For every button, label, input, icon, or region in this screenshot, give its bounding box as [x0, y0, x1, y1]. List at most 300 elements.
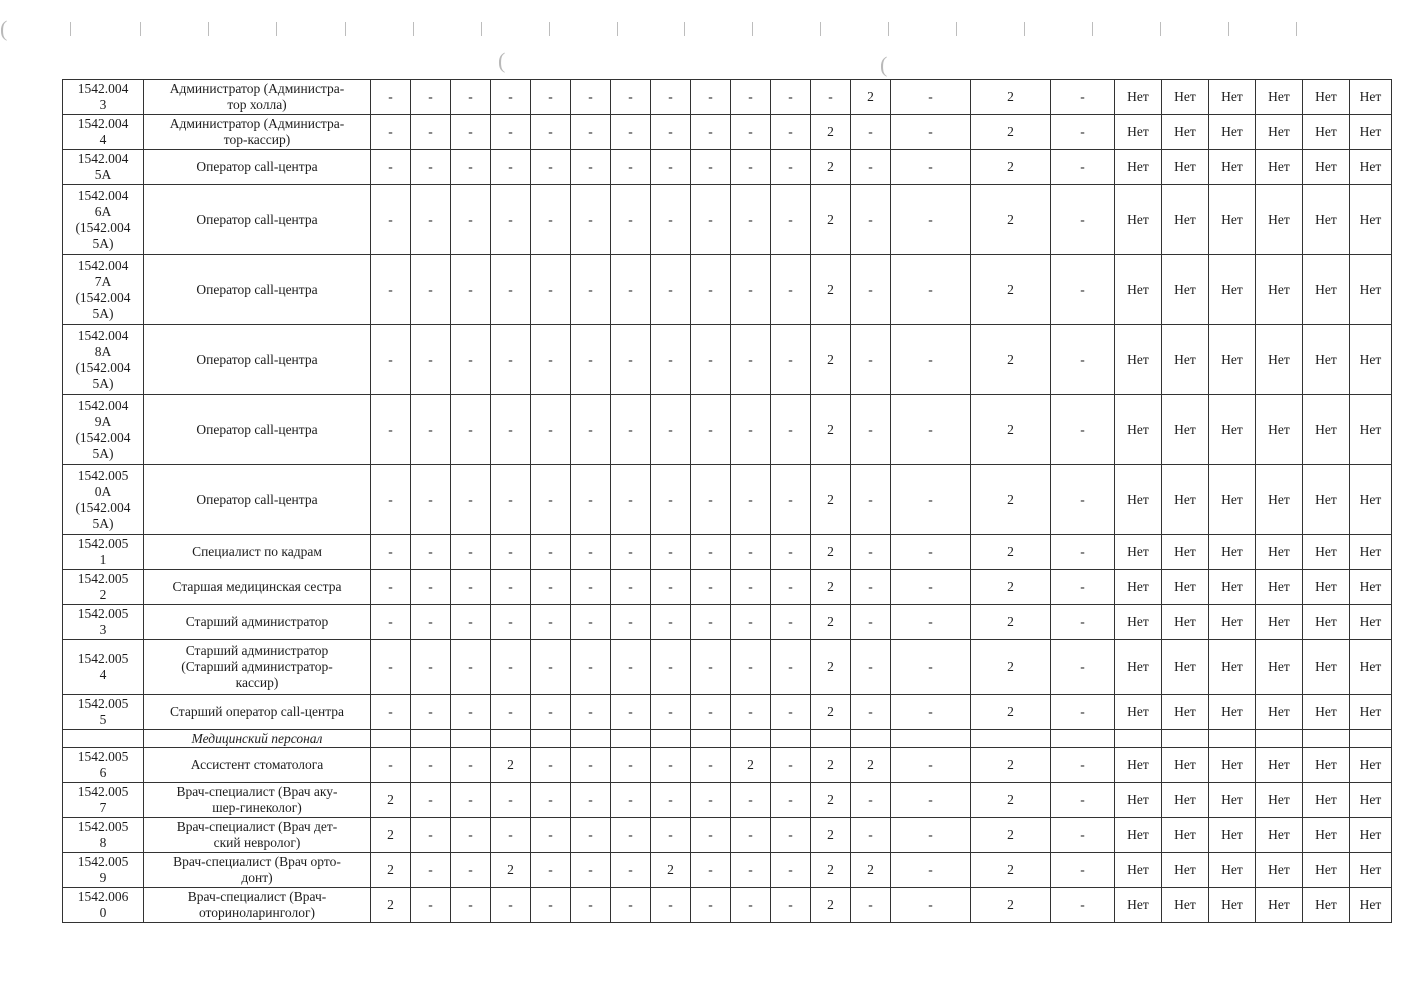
table-cell: - — [411, 853, 451, 888]
table-cell: Нет — [1303, 80, 1350, 115]
table-cell: 2 — [811, 818, 851, 853]
table-cell: - — [491, 640, 531, 695]
table-cell: 2 — [811, 695, 851, 730]
table-cell: - — [451, 783, 491, 818]
table-cell: - — [691, 395, 731, 465]
table-cell: - — [571, 115, 611, 150]
position-name: Старший администратор — [144, 605, 371, 640]
table-cell: Нет — [1303, 640, 1350, 695]
table-row — [63, 115, 1392, 150]
table-cell: - — [451, 853, 491, 888]
table-cell: - — [1051, 748, 1115, 783]
table-row — [63, 395, 1392, 465]
table-cell: - — [891, 255, 971, 325]
table-cell: - — [411, 150, 451, 185]
empty-cell — [1162, 730, 1209, 748]
positions-table — [62, 79, 1392, 923]
table-cell: - — [1051, 395, 1115, 465]
table-cell: - — [491, 80, 531, 115]
table-cell: - — [731, 818, 771, 853]
table-cell: - — [891, 640, 971, 695]
table-cell: - — [771, 783, 811, 818]
table-cell: - — [411, 748, 451, 783]
table-cell: - — [851, 150, 891, 185]
empty-cell — [1209, 730, 1256, 748]
table-cell: - — [731, 605, 771, 640]
position-code: 1542.004 4 — [63, 115, 144, 150]
table-cell: - — [371, 605, 411, 640]
table-cell: - — [531, 150, 571, 185]
table-cell: Нет — [1162, 395, 1209, 465]
table-cell: - — [491, 150, 531, 185]
section-title: Медицинский персонал — [144, 730, 371, 748]
table-cell: - — [731, 255, 771, 325]
table-cell: - — [691, 605, 731, 640]
table-cell: 2 — [811, 185, 851, 255]
table-cell: - — [451, 255, 491, 325]
table-cell: Нет — [1115, 185, 1162, 255]
table-cell: - — [371, 640, 411, 695]
table-cell: Нет — [1350, 465, 1392, 535]
table-cell: Нет — [1162, 888, 1209, 923]
table-cell: Нет — [1256, 150, 1303, 185]
table-cell: - — [451, 115, 491, 150]
table-cell: 2 — [811, 853, 851, 888]
scan-mark — [140, 22, 141, 36]
table-cell: - — [371, 255, 411, 325]
table-cell: - — [371, 115, 411, 150]
table-cell: - — [611, 888, 651, 923]
table-cell: - — [491, 695, 531, 730]
table-cell: - — [1051, 255, 1115, 325]
table-cell: - — [371, 80, 411, 115]
table-cell: - — [411, 695, 451, 730]
table-cell: Нет — [1256, 185, 1303, 255]
table-cell: - — [611, 853, 651, 888]
table-cell: - — [691, 535, 731, 570]
table-cell: 2 — [371, 853, 411, 888]
table-cell: - — [651, 605, 691, 640]
table-cell: - — [451, 535, 491, 570]
position-name: Оператор call-центра — [144, 255, 371, 325]
table-cell: 2 — [971, 255, 1051, 325]
position-code: 1542.006 0 — [63, 888, 144, 923]
table-row — [63, 695, 1392, 730]
table-cell: - — [611, 570, 651, 605]
position-name: Оператор call-центра — [144, 325, 371, 395]
position-name: Оператор call-центра — [144, 150, 371, 185]
scan-mark — [413, 22, 414, 36]
position-name: Старший администратор (Старший администратор- кассир) — [144, 640, 371, 695]
table-cell: Нет — [1303, 465, 1350, 535]
table-cell: - — [811, 80, 851, 115]
table-cell: Нет — [1209, 888, 1256, 923]
table-cell: - — [771, 465, 811, 535]
position-code: 1542.005 0А (1542.004 5А) — [63, 465, 144, 535]
table-cell: - — [411, 640, 451, 695]
table-cell: - — [571, 888, 611, 923]
table-cell: Нет — [1162, 255, 1209, 325]
table-cell: Нет — [1256, 535, 1303, 570]
table-cell: - — [371, 465, 411, 535]
table-cell: - — [571, 150, 611, 185]
table-cell: 2 — [971, 695, 1051, 730]
table-cell: Нет — [1303, 783, 1350, 818]
scan-mark — [617, 22, 618, 36]
table-row — [63, 888, 1392, 923]
table-cell: Нет — [1256, 818, 1303, 853]
position-code: 1542.005 8 — [63, 818, 144, 853]
table-cell: - — [571, 465, 611, 535]
table-cell: - — [691, 695, 731, 730]
position-name: Старший оператор call-центра — [144, 695, 371, 730]
table-cell: Нет — [1209, 465, 1256, 535]
table-cell: - — [731, 535, 771, 570]
table-cell: - — [531, 465, 571, 535]
table-cell: - — [531, 570, 571, 605]
table-cell: Нет — [1209, 325, 1256, 395]
table-cell: - — [611, 185, 651, 255]
table-cell: Нет — [1209, 150, 1256, 185]
table-cell: - — [531, 255, 571, 325]
table-cell: - — [771, 150, 811, 185]
table-cell: 2 — [811, 325, 851, 395]
table-cell: 2 — [971, 115, 1051, 150]
empty-cell — [771, 730, 811, 748]
scan-mark — [481, 22, 482, 36]
table-cell: - — [571, 640, 611, 695]
table-cell: - — [891, 185, 971, 255]
table-cell: Нет — [1350, 695, 1392, 730]
table-cell: Нет — [1209, 535, 1256, 570]
table-cell: - — [851, 535, 891, 570]
table-cell: - — [731, 695, 771, 730]
table-cell: - — [771, 570, 811, 605]
table-cell: Нет — [1115, 818, 1162, 853]
scan-mark — [1228, 22, 1229, 36]
table-cell: Нет — [1209, 255, 1256, 325]
table-cell: - — [771, 640, 811, 695]
table-cell: 2 — [811, 115, 851, 150]
table-cell: - — [651, 80, 691, 115]
table-cell: Нет — [1115, 605, 1162, 640]
table-cell: - — [851, 888, 891, 923]
table-cell: - — [571, 535, 611, 570]
position-code: 1542.005 4 — [63, 640, 144, 695]
table-cell: - — [611, 695, 651, 730]
empty-cell — [731, 730, 771, 748]
table-cell: Нет — [1162, 535, 1209, 570]
position-name: Ассистент стоматолога — [144, 748, 371, 783]
table-cell: 2 — [851, 748, 891, 783]
table-cell: - — [451, 605, 491, 640]
scan-edge-marks — [0, 16, 1403, 77]
table-cell: 2 — [971, 888, 1051, 923]
scan-mark — [70, 22, 71, 36]
table-cell: - — [891, 818, 971, 853]
scan-mark — [888, 22, 889, 36]
table-cell: - — [1051, 115, 1115, 150]
table-row — [63, 605, 1392, 640]
table-cell: - — [531, 80, 571, 115]
table-cell: - — [691, 465, 731, 535]
table-cell: - — [691, 255, 731, 325]
table-cell: Нет — [1162, 640, 1209, 695]
table-cell: Нет — [1350, 853, 1392, 888]
table-cell: - — [571, 325, 611, 395]
position-code: 1542.004 6А (1542.004 5А) — [63, 185, 144, 255]
table-cell: Нет — [1115, 325, 1162, 395]
table-cell: - — [531, 853, 571, 888]
table-cell: - — [771, 395, 811, 465]
table-cell: - — [851, 640, 891, 695]
table-cell: - — [771, 605, 811, 640]
table-cell: - — [651, 115, 691, 150]
table-cell: - — [731, 185, 771, 255]
table-cell: Нет — [1350, 640, 1392, 695]
table-cell: - — [771, 695, 811, 730]
table-cell: - — [651, 535, 691, 570]
table-cell: Нет — [1162, 853, 1209, 888]
table-cell: 2 — [971, 395, 1051, 465]
table-cell: - — [731, 888, 771, 923]
position-name: Администратор (Администра- тор холла) — [144, 80, 371, 115]
table-cell: - — [851, 818, 891, 853]
table-cell: - — [651, 888, 691, 923]
position-name: Врач-специалист (Врач орто- донт) — [144, 853, 371, 888]
table-cell: Нет — [1256, 325, 1303, 395]
table-cell: - — [691, 748, 731, 783]
table-cell: - — [771, 888, 811, 923]
table-cell: - — [451, 748, 491, 783]
table-cell: Нет — [1115, 395, 1162, 465]
table-cell: - — [691, 80, 731, 115]
empty-cell — [63, 730, 144, 748]
table-cell: - — [371, 748, 411, 783]
table-cell: Нет — [1256, 395, 1303, 465]
table-cell: Нет — [1209, 115, 1256, 150]
table-cell: Нет — [1350, 255, 1392, 325]
table-cell: - — [531, 783, 571, 818]
table-cell: Нет — [1350, 150, 1392, 185]
table-cell: - — [491, 535, 531, 570]
table-cell: - — [1051, 570, 1115, 605]
table-row — [63, 465, 1392, 535]
table-cell: - — [371, 325, 411, 395]
table-cell: - — [1051, 783, 1115, 818]
position-name: Старшая медицинская сестра — [144, 570, 371, 605]
table-cell: - — [1051, 888, 1115, 923]
table-cell: Нет — [1350, 395, 1392, 465]
table-cell: 2 — [971, 605, 1051, 640]
table-cell: - — [531, 605, 571, 640]
table-row — [63, 535, 1392, 570]
table-cell: - — [771, 255, 811, 325]
table-cell: Нет — [1303, 535, 1350, 570]
position-code: 1542.005 5 — [63, 695, 144, 730]
table-cell: - — [1051, 80, 1115, 115]
table-cell: - — [771, 185, 811, 255]
table-cell: 2 — [851, 853, 891, 888]
scan-mark — [1160, 22, 1161, 36]
table-cell: 2 — [491, 748, 531, 783]
table-cell: - — [651, 325, 691, 395]
empty-cell — [891, 730, 971, 748]
table-cell: - — [851, 570, 891, 605]
position-code: 1542.004 8А (1542.004 5А) — [63, 325, 144, 395]
table-cell: - — [691, 150, 731, 185]
table-cell: Нет — [1350, 818, 1392, 853]
table-cell: - — [731, 395, 771, 465]
table-cell: Нет — [1256, 695, 1303, 730]
table-cell: - — [451, 185, 491, 255]
position-name: Врач-специалист (Врач аку- шер-гинеколог) — [144, 783, 371, 818]
position-code: 1542.004 3 — [63, 80, 144, 115]
table-cell: - — [371, 535, 411, 570]
empty-cell — [811, 730, 851, 748]
scan-mark — [1092, 22, 1093, 36]
empty-cell — [971, 730, 1051, 748]
table-cell: - — [771, 535, 811, 570]
table-cell: - — [1051, 605, 1115, 640]
table-cell: 2 — [371, 783, 411, 818]
table-cell: - — [651, 570, 691, 605]
table-cell: - — [491, 255, 531, 325]
table-cell: - — [531, 640, 571, 695]
scan-mark — [752, 22, 753, 36]
table-cell: Нет — [1115, 888, 1162, 923]
table-cell: - — [411, 783, 451, 818]
table-cell: - — [771, 115, 811, 150]
table-cell: Нет — [1115, 748, 1162, 783]
table-cell: - — [371, 395, 411, 465]
table-cell: Нет — [1256, 255, 1303, 325]
table-cell: - — [371, 695, 411, 730]
table-cell: Нет — [1350, 115, 1392, 150]
table-cell: Нет — [1209, 853, 1256, 888]
table-cell: Нет — [1256, 80, 1303, 115]
table-cell: 2 — [811, 395, 851, 465]
table-cell: - — [451, 465, 491, 535]
table-cell: - — [1051, 465, 1115, 535]
table-cell: - — [371, 570, 411, 605]
table-cell: - — [411, 888, 451, 923]
table-cell: 2 — [971, 640, 1051, 695]
empty-cell — [531, 730, 571, 748]
table-cell: Нет — [1209, 640, 1256, 695]
table-cell: 2 — [811, 748, 851, 783]
table-cell: Нет — [1256, 748, 1303, 783]
position-name: Специалист по кадрам — [144, 535, 371, 570]
table-cell: - — [531, 888, 571, 923]
table-cell: - — [851, 695, 891, 730]
table-cell: - — [771, 748, 811, 783]
scan-mark — [549, 22, 550, 36]
scan-mark: ( — [880, 52, 888, 77]
table-cell: 2 — [811, 150, 851, 185]
scan-mark — [820, 22, 821, 36]
table-cell: Нет — [1209, 748, 1256, 783]
table-cell: - — [451, 570, 491, 605]
table-cell: - — [651, 695, 691, 730]
empty-cell — [371, 730, 411, 748]
table-cell: - — [1051, 818, 1115, 853]
table-cell: Нет — [1350, 888, 1392, 923]
table-row — [63, 783, 1392, 818]
table-cell: Нет — [1256, 783, 1303, 818]
table-cell: - — [531, 325, 571, 395]
table-cell: - — [491, 185, 531, 255]
table-cell: Нет — [1115, 255, 1162, 325]
table-cell: - — [531, 185, 571, 255]
table-cell: Нет — [1162, 748, 1209, 783]
scan-mark — [1024, 22, 1025, 36]
table-cell: - — [731, 640, 771, 695]
table-cell: - — [611, 150, 651, 185]
table-cell: - — [491, 783, 531, 818]
table-cell: - — [891, 80, 971, 115]
table-cell: - — [851, 465, 891, 535]
table-cell: Нет — [1303, 888, 1350, 923]
table-cell: Нет — [1350, 748, 1392, 783]
table-cell: - — [731, 465, 771, 535]
table-cell: - — [771, 80, 811, 115]
table-cell: - — [611, 783, 651, 818]
table-cell: - — [571, 748, 611, 783]
scan-mark: ( — [498, 48, 506, 73]
table-cell: - — [451, 150, 491, 185]
table-cell: 2 — [491, 853, 531, 888]
table-cell: 2 — [651, 853, 691, 888]
table-row — [63, 853, 1392, 888]
table-cell: - — [491, 818, 531, 853]
table-cell: - — [891, 695, 971, 730]
table-cell: - — [611, 395, 651, 465]
scan-mark: ( — [0, 16, 8, 41]
position-name: Оператор call-центра — [144, 395, 371, 465]
table-cell: - — [1051, 150, 1115, 185]
table-cell: - — [571, 695, 611, 730]
table-cell: - — [571, 605, 611, 640]
table-cell: 2 — [971, 853, 1051, 888]
empty-cell — [451, 730, 491, 748]
table-cell: - — [651, 640, 691, 695]
table-cell: - — [1051, 185, 1115, 255]
table-cell: Нет — [1115, 115, 1162, 150]
table-cell: 2 — [971, 150, 1051, 185]
table-cell: Нет — [1115, 535, 1162, 570]
table-cell: Нет — [1303, 185, 1350, 255]
table-cell: - — [851, 395, 891, 465]
table-cell: 2 — [811, 888, 851, 923]
table-cell: Нет — [1303, 395, 1350, 465]
table-cell: - — [611, 465, 651, 535]
table-cell: - — [611, 605, 651, 640]
table-cell: 2 — [371, 888, 411, 923]
table-cell: 2 — [371, 818, 411, 853]
table-cell: 2 — [971, 570, 1051, 605]
table-cell: Нет — [1303, 695, 1350, 730]
table-cell: Нет — [1209, 783, 1256, 818]
table-cell: - — [411, 325, 451, 395]
table-cell: - — [851, 783, 891, 818]
table-cell: - — [691, 783, 731, 818]
table-cell: - — [1051, 695, 1115, 730]
table-cell: - — [691, 185, 731, 255]
table-cell: - — [651, 748, 691, 783]
table-cell: Нет — [1350, 325, 1392, 395]
table-cell: - — [891, 325, 971, 395]
